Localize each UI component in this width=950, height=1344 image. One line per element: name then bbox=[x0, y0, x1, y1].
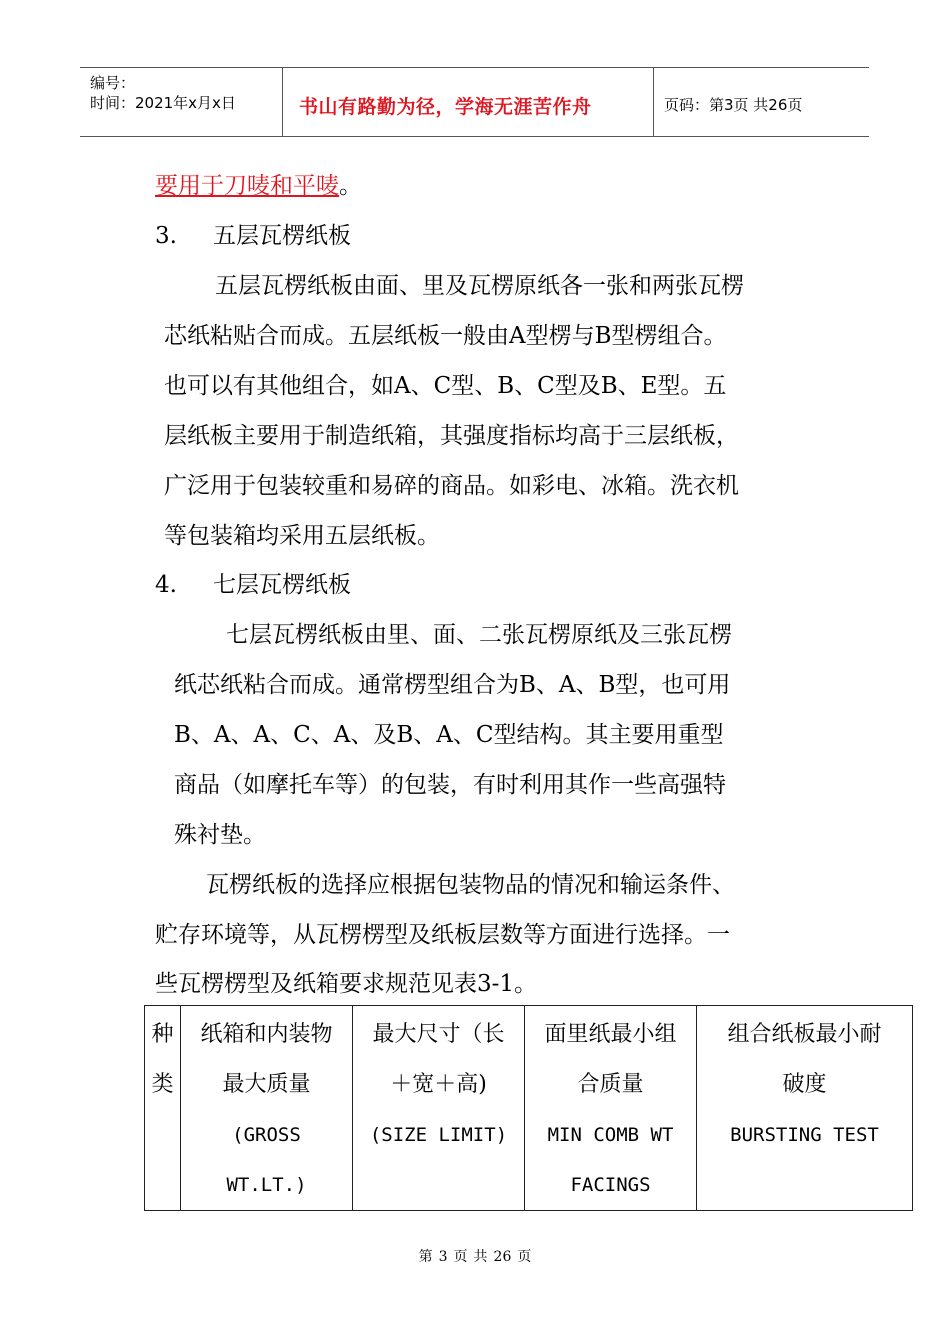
header-cell-facings bbox=[525, 1006, 697, 1211]
doc-number-label: 编号： bbox=[90, 74, 136, 92]
carry-over-end: 。 bbox=[339, 173, 362, 199]
section-3-number: 3. bbox=[155, 223, 177, 249]
header-text: 最大尺寸（长 bbox=[372, 1022, 505, 1047]
header-text: 面里纸最小组 bbox=[544, 1022, 677, 1047]
header-text: 纸箱和内装物 bbox=[200, 1022, 333, 1047]
header-cell-gross-weight bbox=[181, 1006, 353, 1211]
page-header bbox=[80, 67, 869, 137]
section-3-line: 芯纸粘贴合而成。五层纸板一般由A型楞与B型楞组合。 bbox=[164, 323, 727, 349]
header-en-text: MIN COMB WT bbox=[547, 1124, 674, 1146]
header-meta-cell bbox=[80, 68, 282, 136]
section-3-line: 五层瓦楞纸板由面、里及瓦楞原纸各一张和两张瓦楞 bbox=[215, 273, 744, 299]
section-3-line: 广泛用于包装较重和易碎的商品。如彩电、冰箱。洗衣机 bbox=[164, 473, 739, 499]
footer-page-number: 3 bbox=[438, 1249, 448, 1265]
page-footer bbox=[0, 1246, 950, 1266]
carry-over-red-text: 要用于刀唛和平唛 bbox=[155, 173, 339, 199]
header-text: 破度 bbox=[782, 1072, 827, 1097]
table-header-row bbox=[145, 1006, 913, 1211]
section-4-title: 七层瓦楞纸板 bbox=[213, 572, 351, 598]
footer-text: 页 bbox=[453, 1249, 468, 1265]
section-3-line: 也可以有其他组合，如A、C型、B、C型及B、E型。五 bbox=[164, 373, 727, 399]
header-en-text: FACINGS bbox=[570, 1174, 651, 1196]
section-3-line: 层纸板主要用于制造纸箱，其强度指标均高于三层纸板， bbox=[164, 423, 739, 449]
header-page-cell bbox=[654, 68, 869, 136]
header-text: 合质量 bbox=[577, 1072, 644, 1097]
header-en-text: (GROSS bbox=[232, 1124, 301, 1146]
section-4-line: B、A、A、C、A、及B、A、C型结构。其主要用重型 bbox=[174, 722, 724, 748]
section-4-line: 七层瓦楞纸板由里、面、二张瓦楞原纸及三张瓦楞 bbox=[226, 622, 732, 648]
date-label: 时间：2021年x月x日 bbox=[90, 94, 236, 112]
paragraph-line: 贮存环境等，从瓦楞楞型及纸板层数等方面进行选择。一 bbox=[155, 922, 730, 948]
footer-total-pages: 26 bbox=[493, 1249, 512, 1265]
header-cell-bursting-test bbox=[697, 1006, 913, 1211]
carry-over-line bbox=[155, 171, 362, 201]
header-text: 组合纸板最小耐 bbox=[727, 1022, 882, 1047]
page-info: 页码：第3页 共26页 bbox=[664, 96, 803, 114]
section-3-title: 五层瓦楞纸板 bbox=[213, 223, 351, 249]
header-en-text: BURSTING TEST bbox=[730, 1124, 879, 1146]
header-en-text: (SIZE LIMIT) bbox=[369, 1124, 508, 1146]
motto-text: 书山有路勤为径，学海无涯苦作舟 bbox=[299, 96, 592, 118]
footer-text: 页 bbox=[517, 1249, 532, 1265]
header-motto-cell bbox=[282, 68, 654, 136]
header-text: 最大质量 bbox=[222, 1072, 311, 1097]
footer-text: 第 bbox=[418, 1249, 433, 1265]
header-cell-size-limit bbox=[353, 1006, 525, 1211]
header-text: ＋宽＋高) bbox=[390, 1072, 487, 1097]
spec-table bbox=[144, 1005, 913, 1211]
header-type-text: 种类 bbox=[151, 1022, 174, 1097]
paragraph-line: 些瓦楞楞型及纸箱要求规范见表3-1。 bbox=[155, 971, 538, 997]
section-4-line: 殊衬垫。 bbox=[174, 822, 266, 848]
footer-text: 共 bbox=[473, 1249, 488, 1265]
section-3-line: 等包装箱均采用五层纸板。 bbox=[164, 523, 440, 549]
section-4-line: 商品（如摩托车等）的包装，有时利用其作一些高强特 bbox=[174, 772, 726, 798]
section-4-line: 纸芯纸粘合而成。通常楞型组合为B、A、B型，也可用 bbox=[174, 672, 731, 698]
section-4-number: 4. bbox=[155, 572, 177, 598]
header-en-text: WT.LT.) bbox=[226, 1174, 307, 1196]
paragraph-line: 瓦楞纸板的选择应根据包装物品的情况和输运条件、 bbox=[206, 872, 735, 898]
header-cell-type bbox=[145, 1006, 181, 1211]
